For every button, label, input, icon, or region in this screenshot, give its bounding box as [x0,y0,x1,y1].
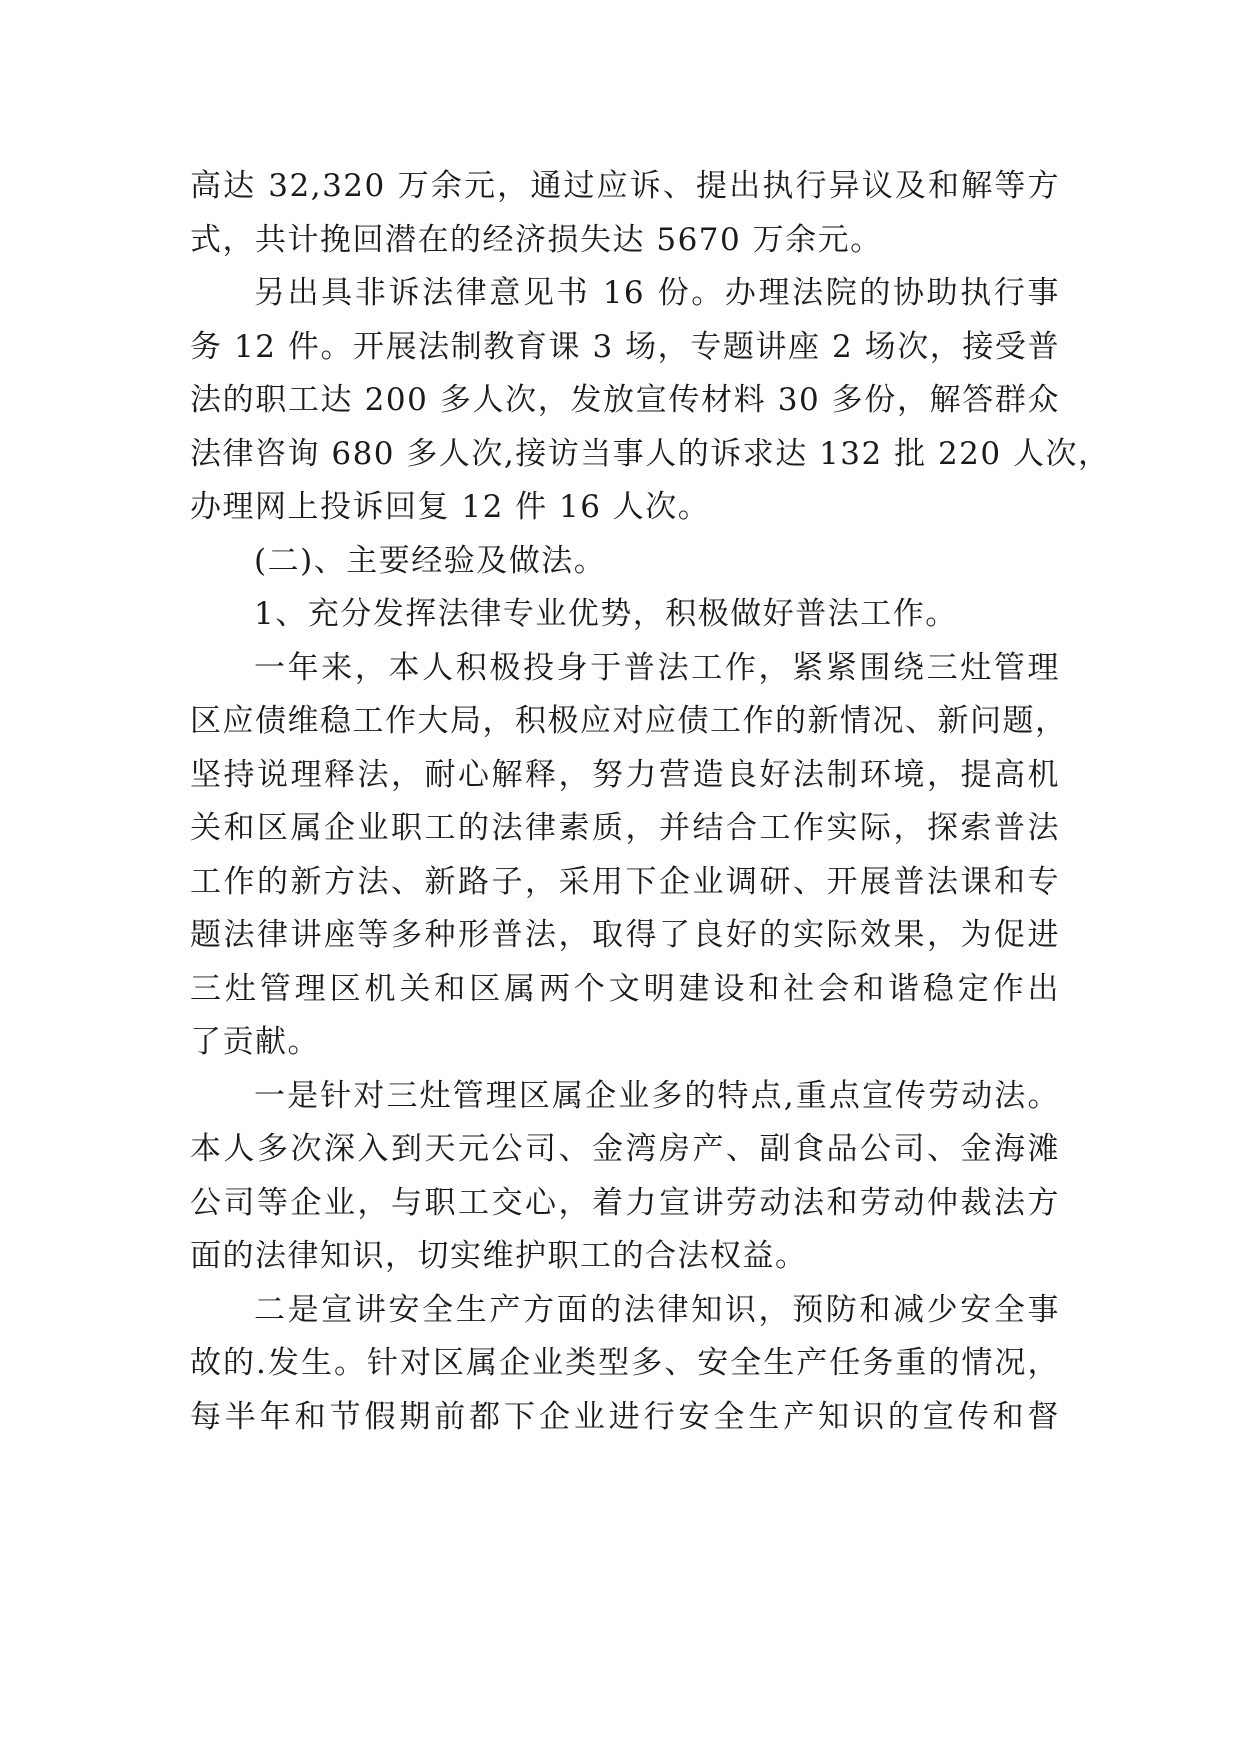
subsection-heading: 1、充分发挥法律专业优势，积极做好普法工作。 [254,596,958,632]
text-line: 故的.发生。针对区属企业类型多、安全生产任务重的情况， [190,1345,1060,1381]
text-line: 关和区属企业职工的法律素质，并结合工作实际，探索普法 [190,810,1060,846]
text-line: 一年来，本人积极投身于普法工作，紧紧围绕三灶管理 [254,649,1060,686]
text-line: 法的职工达 200 多人次，发放宣传材料 30 多份，解答群众 [190,382,1060,418]
document-body [190,160,1111,1444]
text-line: 二是宣讲安全生产方面的法律知识，预防和减少安全事 [254,1291,1060,1328]
section-heading: (二)、主要经验及做法。 [254,542,607,579]
text-line: 高达 32,320 万余元，通过应诉、提出执行异议及和解等方 [190,168,1060,204]
text-line: 题法律讲座等多种形普法，取得了良好的实际效果，为促进 [190,917,1060,953]
text-line: 另出具非诉法律意见书 16 份。办理法院的协助执行事 [254,275,1060,311]
text-line: 办理网上投诉回复 12 件 16 人次。 [190,489,711,525]
text-line: 了贡献。 [190,1024,320,1060]
text-line: 每半年和节假期前都下企业进行安全生产知识的宣传和督 [190,1398,1060,1435]
text-line: 本人多次深入到天元公司、金湾房产、副食品公司、金海滩 [190,1131,1060,1167]
text-line: 务 12 件。开展法制教育课 3 场，专题讲座 2 场次，接受普 [190,328,1060,365]
text-line: 区应债维稳工作大局，积极应对应债工作的新情况、新问题， [190,703,1068,739]
text-line: 式，共计挽回潜在的经济损失达 5670 万余元。 [190,221,883,258]
text-line: 工作的新方法、新路子，采用下企业调研、开展普法课和专 [190,863,1060,900]
text-line: 公司等企业，与职工交心，着力宣讲劳动法和劳动仲裁法方 [190,1184,1060,1221]
text-line: 一是针对三灶管理区属企业多的特点,重点宣传劳动法。 [254,1077,1060,1114]
text-line: 三灶管理区机关和区属两个文明建设和社会和谐稳定作出 [190,970,1060,1007]
text-line: 坚持说理释法，耐心解释，努力营造良好法制环境，提高机 [190,756,1060,793]
text-line: 面的法律知识，切实维护职工的合法权益。 [190,1238,808,1274]
text-line: 法律咨询 680 多人次,接访当事人的诉求达 132 批 220 人次， [190,435,1111,472]
